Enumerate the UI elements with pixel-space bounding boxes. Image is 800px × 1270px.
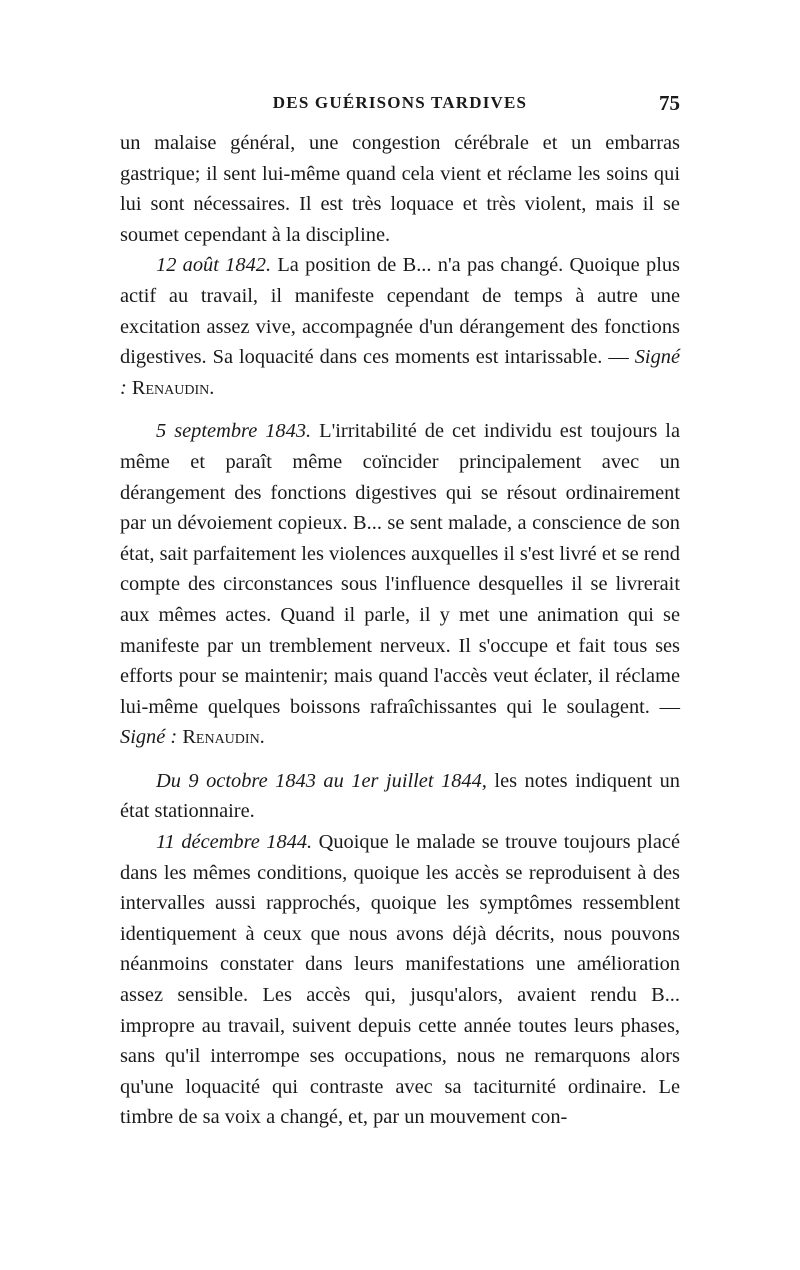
signature-label: Signé :	[120, 726, 178, 749]
paragraph-text: les notes indiquent un état stationnaire.	[120, 769, 680, 823]
entry-date: 5 septembre 1843.	[156, 420, 312, 443]
paragraph-text: Quoique le malade se trouve toujours placé dans les mêmes conditions, quoique les accès se reproduisent à des intervalles aussi rapprochés, quoique les symptômes ressemblent identiquement à ceux que nous avons déjà décrits, nous pouvons néanmoins constater dans leurs manifestations une amélioration assez sensible. Les accès qui, jusqu'alors, avaient rendu B... impropre au travail, suivent depuis cette année toutes leurs phases, sans qu'il interrompe ses occupations, nous ne remarquons alors qu'une loquacité qui contraste avec sa taciturnité ordinaire. Le timbre de sa voix a changé, et, par un mouvement con-	[120, 831, 680, 1129]
paragraph-text: un malaise général, une congestion cérébrale et un embarras gastrique; il sent lui-même quand cela vient et réclame les soins qui lui sont nécessaires. Il est très loquace et très violent, mais il se soumet cependant à la discipline.	[120, 132, 680, 246]
signer-name: Renaudin.	[131, 376, 215, 399]
paragraph-continuation	[120, 128, 680, 250]
running-title: DES GUÉRISONS TARDIVES	[272, 93, 528, 112]
page-number: 75	[659, 91, 680, 115]
signature-label: Signé :	[120, 346, 681, 399]
paragraph-entry-1842-08-12	[120, 250, 680, 403]
running-head	[120, 93, 680, 123]
entry-date: Du 9 octobre 1843 au 1er juillet 1844,	[156, 769, 487, 792]
entry-date: 12 août 1842.	[156, 254, 272, 277]
body-text	[120, 128, 680, 1133]
paragraph-text: La position de B... n'a pas changé. Quoique plus actif au travail, il manifeste cependant de temps à autre une excitation assez vive, accompagnée d'un dérangement des fonctions digestives. Sa loquacité dans ces moments est intarissable. —	[120, 254, 680, 369]
paragraph-text: L'irritabilité de cet individu est toujours la même et paraît même coïncider principalement avec un dérangement des fonctions digestives qui se résout ordinairement par un dévoiement copieux. B... se sent malade, a conscience de son état, sait parfaitement les violences auxquelles il s'est livré et se rend compte des circonstances sous l'influence desquelles il se livrerait aux mêmes actes. Quand il parle, il y met une animation qui se manifeste par un tremblement nerveux. Il s'occupe et fait tous ses efforts pour se maintenir; mais quand l'accès veut éclater, il réclame lui-même quelques boissons rafraîchissantes qui le soulagent. —	[120, 420, 680, 718]
entry-date: 11 décembre 1844.	[156, 831, 313, 854]
signer-name: Renaudin.	[182, 726, 265, 749]
paragraph-entry-1843-1844-range	[120, 766, 680, 827]
paragraph-entry-1844-12-11	[120, 827, 680, 1133]
paragraph-entry-1843-09-05	[120, 416, 680, 753]
